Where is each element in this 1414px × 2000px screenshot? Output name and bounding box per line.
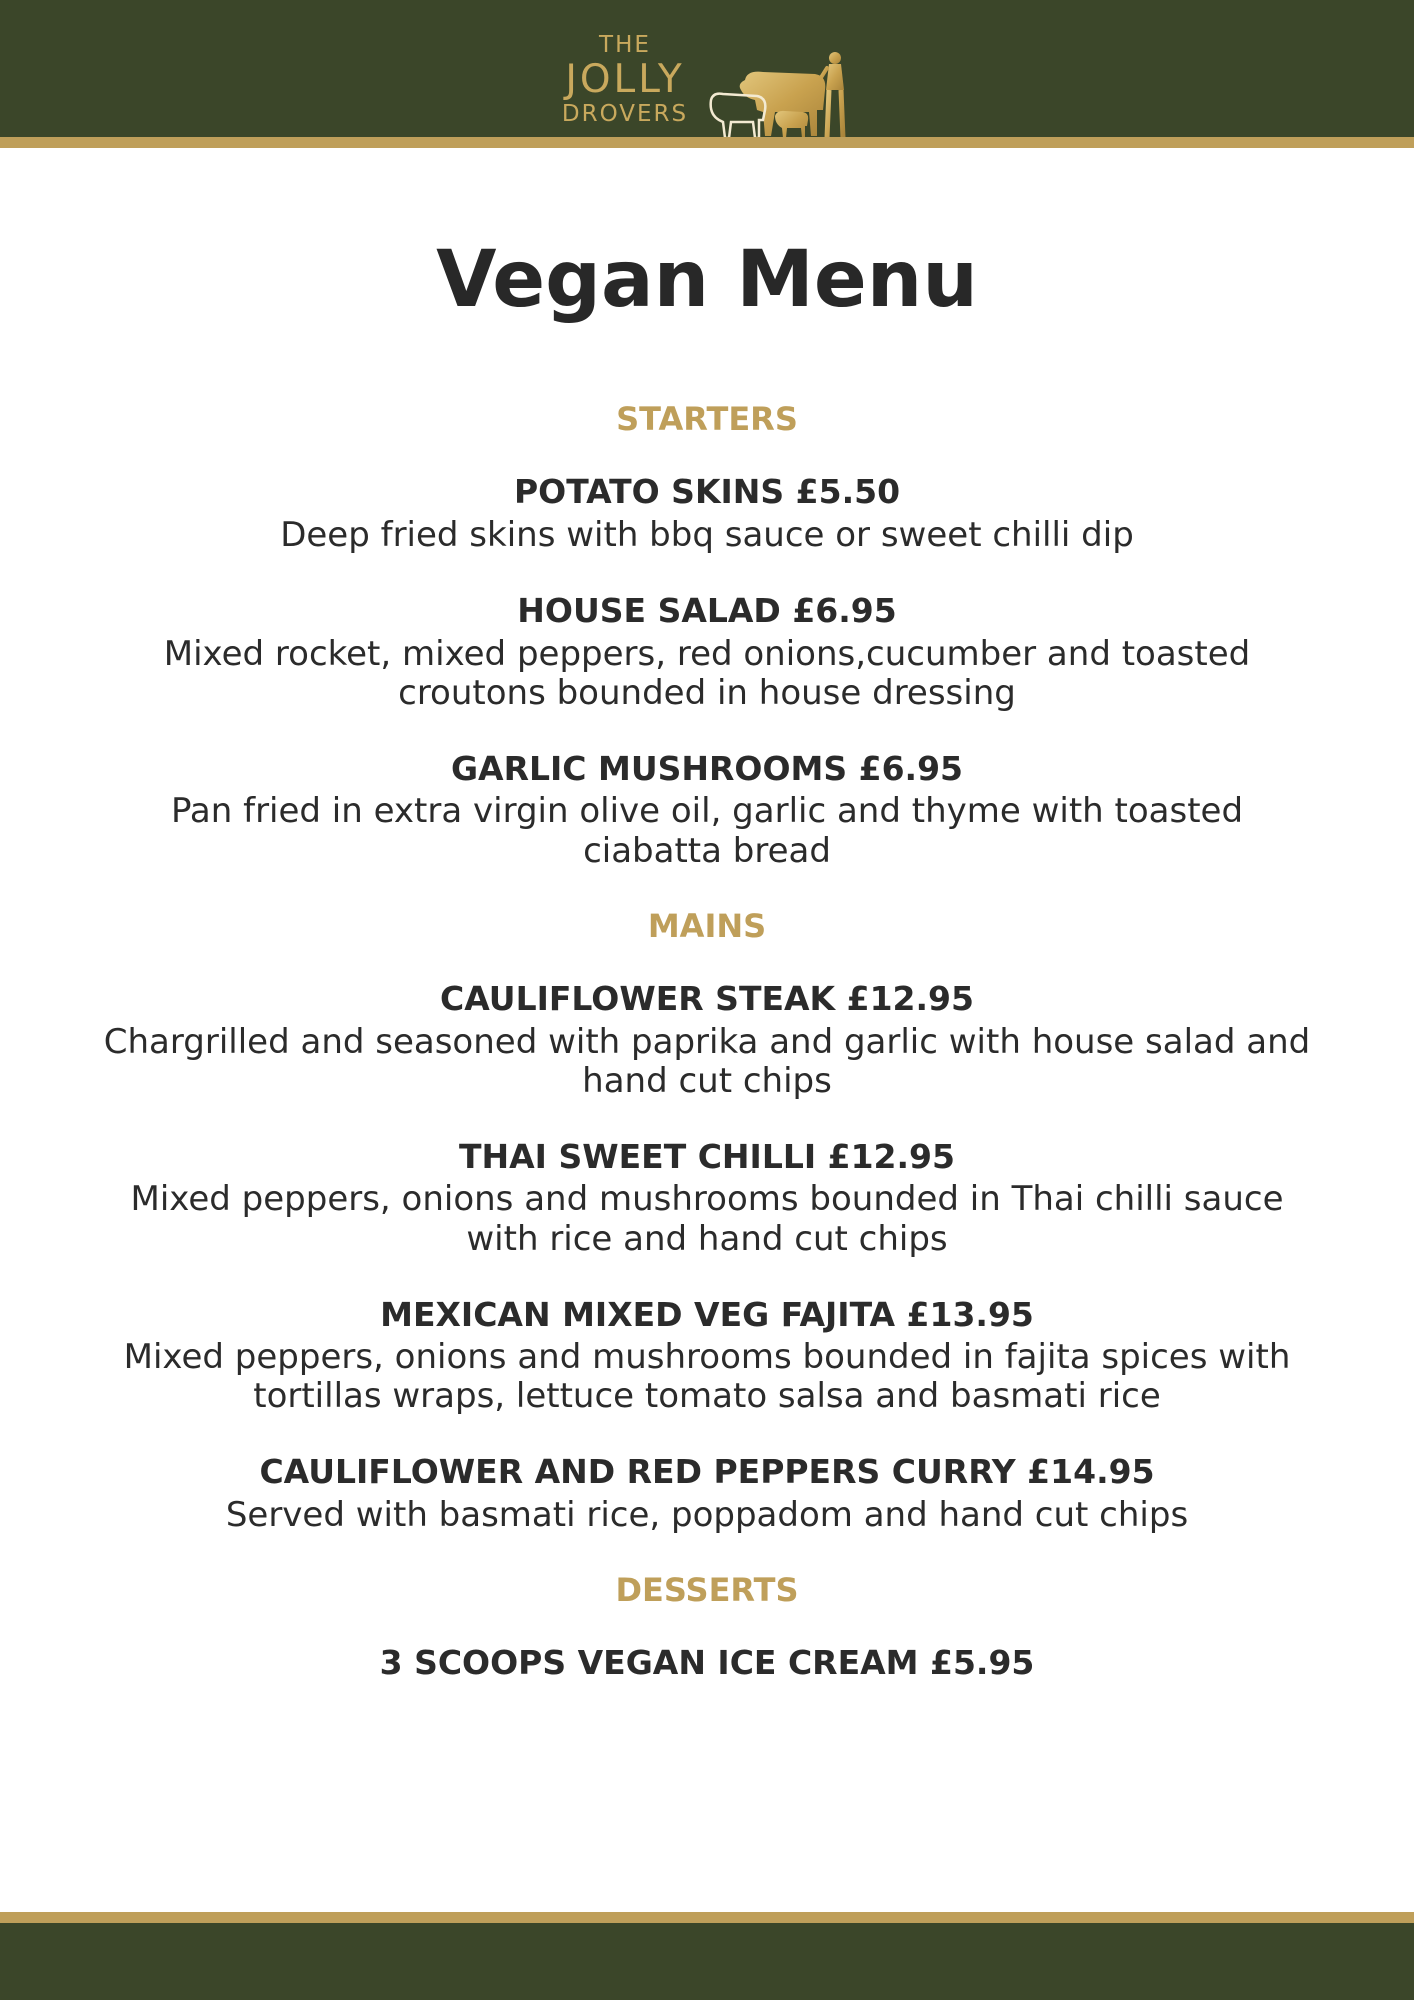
menu-item-title: THAI SWEET CHILLI £12.95 [459,1136,955,1176]
menu-item-description: Chargrilled and seasoned with paprika and garlic with house salad and hand cut chips [103,1021,1311,1101]
logo-wordmark [555,28,695,126]
menu-item [100,1452,1314,1535]
menu-item-title: POTATO SKINS £5.50 [513,472,901,512]
menu-section-mains [100,907,1314,1535]
menu-item [100,749,1314,871]
menu-section-desserts [100,1571,1314,1683]
menu-item [100,1295,1314,1417]
section-heading: STARTERS [616,400,798,438]
logo-the-text: THE [599,32,651,58]
menu-item [100,1643,1314,1683]
menu-item [100,591,1314,713]
menu-title: Vegan Menu [436,235,978,325]
menu-item-description: Mixed peppers, onions and mushrooms bounded in Thai chilli sauce with rice and hand cut chips [130,1179,1284,1259]
menu-item [100,472,1314,555]
menu-item-title: 3 SCOOPS VEGAN ICE CREAM £5.95 [379,1643,1035,1683]
logo-drovers-text: DROVERS [561,101,689,127]
footer-gold-stripe [0,1912,1414,1923]
menu-item-description: Mixed rocket, mixed peppers, red onions,cucumber and toasted croutons bounded in house dressing [163,633,1251,713]
menu-item-title: GARLIC MUSHROOMS £6.95 [450,748,964,788]
menu-item-description: Served with basmati rice, poppadom and hand cut chips [225,1494,1189,1535]
menu-item-title: HOUSE SALAD £6.95 [517,591,897,631]
cattle-drover-icon [705,40,875,150]
menu-item-title: CAULIFLOWER AND RED PEPPERS CURRY £14.95 [259,1452,1155,1492]
section-heading: DESSERTS [615,1571,799,1610]
section-heading: MAINS [647,906,767,945]
menu-item-description: Mixed peppers, onions and mushrooms bounded in fajita spices with tortillas wraps, lettuce tomato salsa and basmati rice [123,1337,1291,1417]
menu-item-description: Pan fried in extra virgin olive oil, garlic and thyme with toasted ciabatta bread [170,791,1244,871]
logo-jolly-text: JOLLY [565,57,685,102]
header-banner [0,0,1414,137]
menu-item [100,979,1314,1101]
menu-content [100,400,1314,1719]
menu-item-title: MEXICAN MIXED VEG FAJITA £13.95 [380,1294,1034,1334]
menu-section-starters [100,400,1314,871]
footer-banner [0,1923,1414,2000]
header-gold-stripe [0,137,1414,148]
menu-item [100,1137,1314,1259]
menu-item-description: Deep fried skins with bbq sauce or sweet chilli dip [280,514,1134,555]
menu-item-title: CAULIFLOWER STEAK £12.95 [440,979,974,1019]
jolly-drovers-logo [555,28,875,128]
